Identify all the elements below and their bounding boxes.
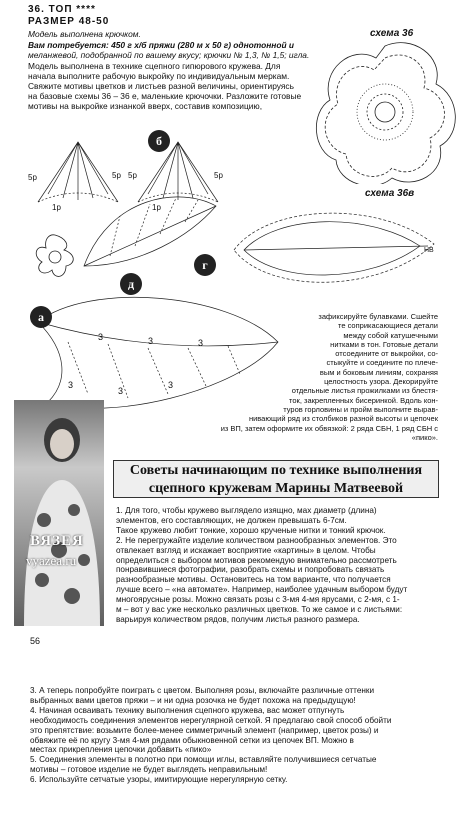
assembly-line: туров горловины и пройм выполните вырав- xyxy=(283,404,438,414)
tip-line: отвлекает взгляд и искажает восприятие «картины» в целом. Чтобы xyxy=(116,545,376,555)
label-b: б xyxy=(148,130,170,152)
continued-line: это препятствие: возьмите более-менее симметричный элемент (например, цветок розы) и xyxy=(30,725,379,735)
materials-line: Вам потребуется: 450 г х/б пряжи (280 м х 50 г) однотонной и xyxy=(28,40,295,50)
tip-line: варьируя количеством рядов, получим листья разного размера. xyxy=(116,614,360,624)
watermark-title: ВЯЗЕЯ xyxy=(30,533,84,549)
assembly-text xyxy=(200,312,438,442)
intro-line: Свяжите мотивы цветков и листьев разной величины, ориентируясь xyxy=(28,81,294,91)
tip-line: 2. Не перегружайте изделие количеством разнообразных элементов. Это xyxy=(116,535,397,545)
scheme-36-flower-diagram xyxy=(312,34,458,184)
tip-line: м – вот у вас уже несколько различных цветков. То же самое и с листьями: xyxy=(116,605,403,615)
intro-line: мотивы на выкройке изнанкой вверх, составив композицию, xyxy=(28,101,263,111)
svg-text:5р: 5р xyxy=(28,173,37,182)
assembly-line: из ВП, затем оформите их обвязкой: 2 ряда СБН, 1 ряд СБН с «пико». xyxy=(220,423,438,442)
assembly-line: отдельные листья прожилками из блестя- xyxy=(291,386,438,396)
continued-line: обвяжите её по кругу 3-мя 4-мя рядами обыкновенной сетки из цепочек ВП. Можно в xyxy=(30,735,354,745)
small-flower-motif xyxy=(30,232,80,282)
tips-list xyxy=(116,506,446,625)
svg-text:5р: 5р xyxy=(214,171,223,180)
svg-text:3: 3 xyxy=(68,380,74,390)
svg-text:5р: 5р xyxy=(128,171,137,180)
size-label: РАЗМЕР 48-50 xyxy=(28,16,110,27)
continued-tips xyxy=(30,686,450,785)
svg-text:3: 3 xyxy=(98,332,104,342)
assembly-line: вым и боковым линиям, сохраняя xyxy=(319,367,438,377)
continued-line: 3. А теперь попробуйте поиграть с цветом. Выполняя розы, включайте различные оттенки xyxy=(30,686,375,695)
continued-line: выбранных вами цветов пряжи – и ни одна розочка не будет похожа на предыдущую! xyxy=(30,695,356,705)
assembly-line: целостность узора. Декорируйте xyxy=(324,377,438,387)
scheme-36-label: схема 36 xyxy=(370,28,414,39)
continued-line: необходимость соединения элементов нерегулярной сеткой. Я предлагаю свой способ обойти xyxy=(30,715,392,725)
tips-panel-header xyxy=(113,460,439,498)
watermark-url: vyazea.ru xyxy=(26,553,77,568)
svg-text:3: 3 xyxy=(118,386,124,396)
pattern-title: 36. ТОП **** xyxy=(28,4,96,15)
svg-text:НВ: НВ xyxy=(424,247,434,254)
assembly-line: нивающий ряд из столбиков разной высоты и цепочек xyxy=(248,414,438,424)
page-number: 56 xyxy=(30,636,41,646)
tip-line: лучше всего – «на автомате». Например, наиболее удачным выбором будут xyxy=(116,585,408,595)
assembly-line: отсоедините от выкройки, со- xyxy=(335,349,438,359)
tip-line: многоярусные розы. Можно связать розы с 3-мя 4-мя ярусами, с 2-мя, с 1- xyxy=(116,595,400,605)
intro-line: на базовые схемы 36 – 36 е, маленькие крючочки. Разложите готовые xyxy=(28,91,302,101)
svg-text:3: 3 xyxy=(148,336,154,346)
label-a: а xyxy=(30,306,52,328)
continued-line: 5. Соединения элементы в полотно при помощи иглы, вставляйте получившиеся сетчатые xyxy=(30,755,377,765)
tip-line: понравившиеся фотографии, разобрать схемы и попробовать связать xyxy=(116,565,385,575)
assembly-line: нитками в тон. Готовые детали xyxy=(330,339,438,349)
intro-line: начала выполните рабочую выкройку по индивидуальным меркам. xyxy=(28,71,290,81)
tip-line: элементов, его составляющих, не должен превышать 6-7см. xyxy=(116,515,347,525)
model-photo xyxy=(14,400,104,626)
materials-line: меланжевой, подобранной по вашему вкусу; крючки № 1,3, № 1,5; игла. xyxy=(28,50,310,60)
svg-text:1р: 1р xyxy=(152,203,161,212)
svg-text:5р: 5р xyxy=(112,171,121,180)
materials xyxy=(28,40,318,60)
intro-text xyxy=(28,61,318,111)
subtitle: Модель выполнена крючком. xyxy=(28,29,141,39)
panel-title-line: сцепного кружевам Марины Матвеевой xyxy=(148,481,404,496)
assembly-line: зафиксируйте булавками. Сшейте xyxy=(318,312,438,321)
tip-line: разнообразные мотивы. Остановитесь на том варианте, что получается xyxy=(116,575,391,585)
tip-line: определиться с выбором мотивов рекомендую внимательно рассмотреть xyxy=(116,555,397,565)
svg-text:3: 3 xyxy=(168,380,174,390)
svg-text:1р: 1р xyxy=(52,203,61,212)
assembly-line: между собой катушечными xyxy=(343,330,438,340)
assembly-line: те соприкасающиеся детали xyxy=(337,321,438,331)
label-d: д xyxy=(120,273,142,295)
scheme-36v-label: схема 36в xyxy=(365,188,415,199)
assembly-line: стыкуйте и соедините по плече- xyxy=(326,358,438,368)
woman-silhouette-image xyxy=(14,400,104,626)
svg-text:3: 3 xyxy=(198,338,204,348)
continued-line: местах прикрепления цепочки добавить «пико» xyxy=(30,745,212,755)
tip-line: Такое кружево любит тонкие, хорошо крученые нитки и тонкий крючок. xyxy=(116,525,386,535)
continued-line: мотивы – готовое изделие не будет выглядеть неправильным! xyxy=(30,765,268,775)
assembly-line: ток, закрепленных бисеринкой. Вдоль кон- xyxy=(289,395,438,405)
label-g: г xyxy=(194,254,216,276)
continued-line: 6. Используйте сетчатые узоры, имитирующие нерегулярную сетку. xyxy=(30,775,288,785)
panel-title-line: Советы начинающим по технике выполнения xyxy=(129,463,423,478)
continued-line: 4. Начиная осваивать технику выполнения сцепного кружева, вас может отпугнуть xyxy=(30,705,345,715)
tip-line: 1. Для того, чтобы кружево выглядело изящно, мах диаметр (длина) xyxy=(116,506,377,515)
intro-line: Модель выполнена в технике сцепного гипюрового кружева. Для xyxy=(28,61,281,71)
